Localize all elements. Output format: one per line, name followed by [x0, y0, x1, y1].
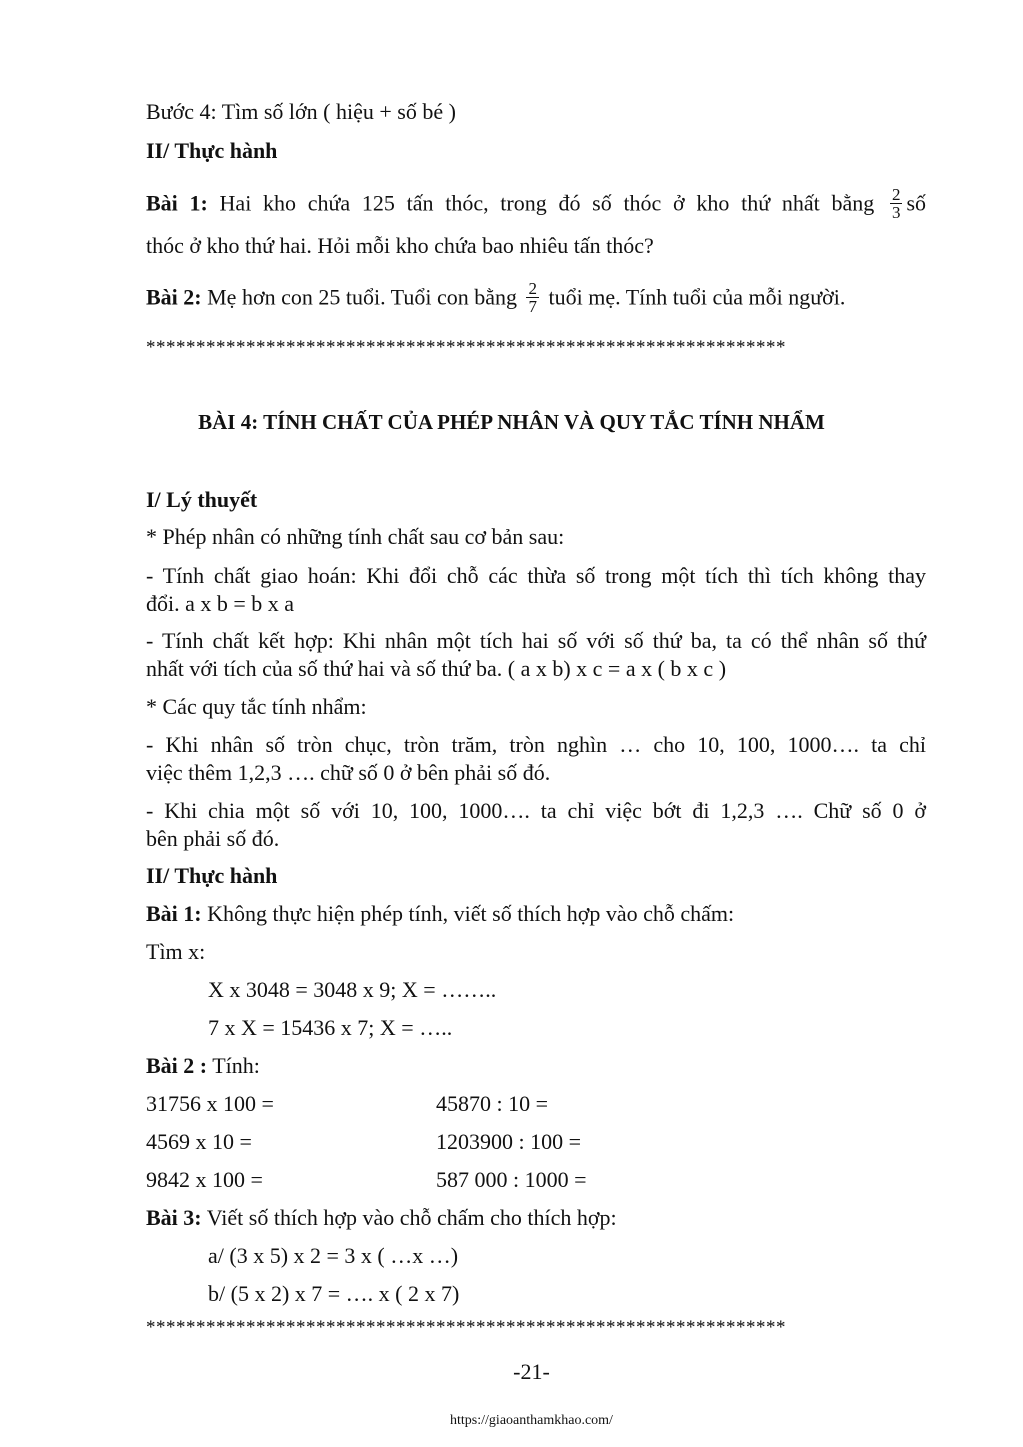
lesson-exercise-2: Bài 2 : Tính:	[146, 1053, 260, 1078]
lesson-exercise-1: Bài 1: Không thực hiện phép tính, viết số thích hợp vào chỗ chấm:	[146, 901, 735, 926]
calc-right-1: 45870 : 10 =	[436, 1091, 549, 1116]
theory-heading: I/ Lý thuyết	[146, 487, 258, 512]
rule-2-line-1: - Khi chia một số với 10, 100, 1000…. ta chỉ việc bớt đi 1,2,3 …. Chữ số 0 ở	[146, 798, 926, 823]
separator-top: ****************************************************************	[146, 337, 786, 358]
lesson-exercise-2-label: Bài 2 :	[146, 1053, 208, 1078]
exercise-1-text: Hai kho chứa 125 tấn thóc, trong đó số thóc ở kho thứ nhất bằng	[219, 190, 875, 216]
properties-intro: * Phép nhân có những tính chất sau cơ bản sau:	[146, 524, 565, 549]
commutative-line-1: - Tính chất giao hoán: Khi đổi chỗ các thừa số trong một tích thì tích không thay	[146, 563, 926, 588]
lesson-exercise-3: Bài 3: Viết số thích hợp vào chỗ chấm cho thích hợp:	[146, 1205, 617, 1230]
step4-text: Bước 4: Tìm số lớn ( hiệu + số bé )	[146, 99, 456, 124]
exercise-1-text-cont: thóc ở kho thứ hai. Hỏi mỗi kho chứa bao nhiêu tấn thóc?	[146, 233, 654, 258]
exercise-2-label: Bài 2:	[146, 284, 202, 310]
calc-right-2: 1203900 : 100 =	[436, 1129, 582, 1154]
equation-1: X x 3048 = 3048 x 9; X = ……..	[208, 977, 497, 1002]
commutative-line-2: đổi. a x b = b x a	[146, 591, 295, 616]
lesson-exercise-1-label: Bài 1:	[146, 901, 202, 926]
footer-url[interactable]: https://giaoanthamkhao.com/	[450, 1413, 613, 1428]
exercise-2: Bài 2: Mẹ hơn con 25 tuổi. Tuổi con bằng $\frac{2}{7}$ tuổi mẹ. Tính tuổi của mỗi người.	[146, 279, 846, 316]
equation-2: 7 x X = 15436 x 7; X = …..	[208, 1015, 453, 1040]
exercise-1-label: Bài 1:	[146, 190, 208, 216]
find-x-label: Tìm x:	[146, 939, 206, 964]
page-number: -21-	[513, 1359, 550, 1384]
exercise-1: Bài 1: Hai kho chứa 125 tấn thóc, trong đó số thóc ở kho thứ nhất bằng $\frac{2}{3}$ số	[146, 185, 926, 222]
calc-left-2: 4569 x 10 =	[146, 1129, 252, 1154]
practice-heading: II/ Thực hành	[146, 138, 278, 163]
lesson-exercise-3-label: Bài 3:	[146, 1205, 202, 1230]
calc-left-1: 31756 x 100 =	[146, 1091, 274, 1116]
associative-line-1: - Tính chất kết hợp: Khi nhân một tích hai số với số thứ ba, ta có thể nhân số thứ	[146, 628, 926, 653]
calc-left-3: 9842 x 100 =	[146, 1167, 263, 1192]
calc-right-3: 587 000 : 1000 =	[436, 1167, 587, 1192]
exercise-3-a: a/ (3 x 5) x 2 = 3 x ( …x …)	[208, 1243, 459, 1268]
practice-heading-2: II/ Thực hành	[146, 863, 278, 888]
separator-bottom: ****************************************************************	[146, 1317, 786, 1338]
rule-1-line-1: - Khi nhân số tròn chục, tròn trăm, tròn nghìn … cho 10, 100, 1000…. ta chỉ	[146, 732, 926, 757]
fraction-two-thirds: $\frac{2}{3}$	[891, 185, 901, 222]
exercise-3-b: b/ (5 x 2) x 7 = …. x ( 2 x 7)	[208, 1281, 460, 1306]
rules-intro: * Các quy tắc tính nhẩm:	[146, 694, 367, 719]
rule-2-line-2: bên phải số đó.	[146, 826, 280, 851]
fraction-two-sevenths: $\frac{2}{7}$	[528, 279, 537, 316]
associative-line-2: nhất với tích của số thứ hai và số thứ ba. ( a x b) x c = a x ( b x c )	[146, 656, 727, 681]
lesson-title: BÀI 4: TÍNH CHẤT CỦA PHÉP NHÂN VÀ QUY TẮC TÍNH NHẨM	[198, 410, 825, 434]
rule-1-line-2: việc thêm 1,2,3 …. chữ số 0 ở bên phải số đó.	[146, 760, 551, 785]
